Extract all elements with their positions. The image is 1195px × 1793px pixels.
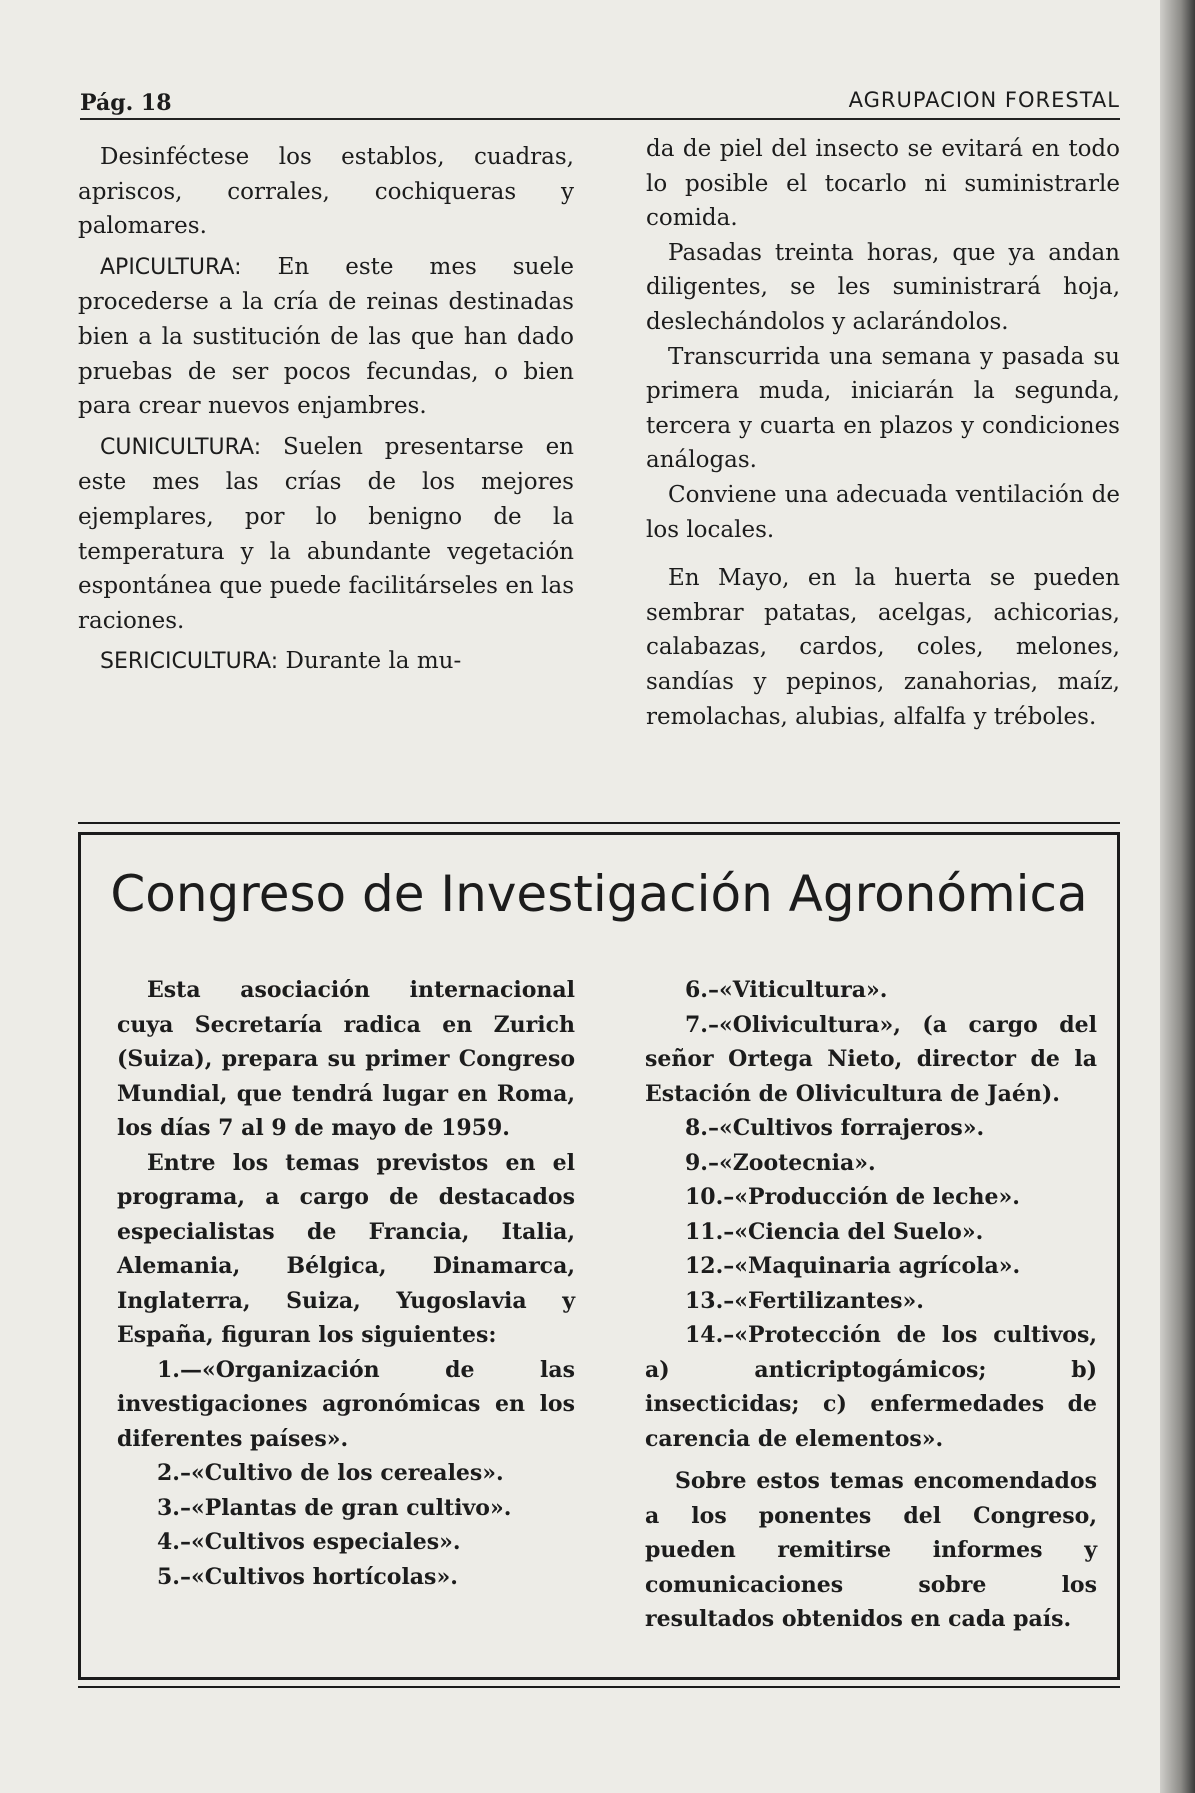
cunicultura-paragraph xyxy=(78,430,574,639)
theme-item: 7.–«Olivicultura», (a cargo del señor Ortega Nieto, director de la Estación de Olivicultura de Jaén). xyxy=(645,1011,1097,1107)
box-top-rule xyxy=(78,822,1120,824)
cunicultura-text: Suelen presentarse en este mes las crías de los mejores ejemplares, por lo benigno de la temperatura y la abundante vegetación espontánea que puede facilitárseles en las raciones. xyxy=(78,433,574,634)
sericicultura-label: SERICICULTURA: xyxy=(100,649,279,675)
congress-closing: Sobre estos temas encomendados a los ponentes del Congreso, pueden remitirse informes y comunicaciones sobre los resultados obtenidos en cada país. xyxy=(645,1468,1097,1632)
apicultura-text: En este mes suele procederse a la cría de reinas destinadas bien a la sustitución de las que han dado pruebas de ser pocos fecundas, o bien para crear nuevos enjambres. xyxy=(78,253,574,420)
ventilation-paragraph: Conviene una adecuada ventilación de los locales. xyxy=(646,481,1120,543)
apicultura-label: APICULTURA: xyxy=(100,254,242,280)
right-column xyxy=(646,132,1120,734)
disinfection-paragraph: Desinféctese los establos, cuadras, apriscos, corrales, cochiqueras y palomares. xyxy=(78,144,574,240)
sericicultura-text: Durante la mu- xyxy=(285,648,462,675)
theme-item: 1.—«Organización de las investigaciones agronómicas en los diferentes países». xyxy=(117,1356,575,1452)
theme-item: 2.–«Cultivo de los cereales». xyxy=(157,1460,504,1486)
silkworm-paragraph-3: Transcurrida una semana y pasada su primera muda, iniciarán la segunda, tercera y cuarta en plazos y condiciones análogas. xyxy=(646,343,1120,474)
theme-item: 3.–«Plantas de gran cultivo». xyxy=(157,1494,512,1521)
congress-intro: Esta asociación internacional cuya Secretaría radica en Zurich (Suiza), prepara su primer Congreso Mundial, que tendrá lugar en Roma, los días 7 al 9 de mayo de 1959. xyxy=(117,977,575,1141)
page-header xyxy=(80,82,1120,122)
box-bottom-rule xyxy=(78,1686,1120,1688)
theme-item: 11.–«Ciencia del Suelo». xyxy=(685,1218,984,1245)
theme-item: 5.–«Cultivos hortícolas». xyxy=(157,1563,458,1590)
silkworm-paragraph-2: Pasadas treinta horas, que ya andan diligentes, se les suministrará hoja, deslechándolos y aclarándolos. xyxy=(646,239,1120,335)
congress-box xyxy=(78,832,1120,1680)
header-rule xyxy=(80,118,1120,120)
theme-item: 9.–«Zootecnia». xyxy=(685,1149,876,1176)
theme-item: 10.–«Producción de leche». xyxy=(685,1184,1020,1210)
theme-item: 8.–«Cultivos forrajeros». xyxy=(685,1115,985,1141)
congress-title: Congreso de Investigación Agronómica xyxy=(110,865,1088,923)
theme-item: 12.–«Maquinaria agrícola». xyxy=(685,1253,1021,1279)
may-garden-paragraph: En Mayo, en la huerta se pueden sembrar patatas, acelgas, achicorias, calabazas, cardos, coles, melones, sandías y pepinos, zanahorias, maíz, remolachas, alubias, alfalfa y tréboles. xyxy=(646,565,1120,730)
theme-item: 6.–«Viticultura». xyxy=(685,977,888,1003)
theme-item: 13.–«Fertilizantes». xyxy=(685,1287,924,1314)
page-edge-shadow xyxy=(1160,0,1195,1793)
theme-item: 4.–«Cultivos especiales». xyxy=(157,1529,461,1555)
silkworm-paragraph-1: da de piel del insecto se evitará en todo lo posible el tocarlo ni suministrarle comida. xyxy=(646,136,1120,232)
congress-right-column xyxy=(645,973,1097,1637)
page-number: Pág. 18 xyxy=(80,90,172,116)
apicultura-paragraph xyxy=(78,250,574,424)
theme-item: 14.–«Protección de los cultivos, a) anticriptogámicos; b) insecticidas; c) enfermedades de carencia de elementos». xyxy=(645,1322,1097,1452)
congress-themes-intro: Entre los temas previstos en el programa, a cargo de destacados especialistas de Francia, Italia, Alemania, Bélgica, Dinamarca, Inglaterra, Suiza, Yugoslavia y España, figuran los siguientes: xyxy=(117,1149,575,1348)
sericicultura-paragraph xyxy=(78,644,574,680)
cunicultura-label: CUNICULTURA: xyxy=(100,434,262,460)
congress-left-column xyxy=(117,973,575,1594)
left-column xyxy=(78,140,574,680)
journal-title: AGRUPACION FORESTAL xyxy=(848,88,1120,112)
